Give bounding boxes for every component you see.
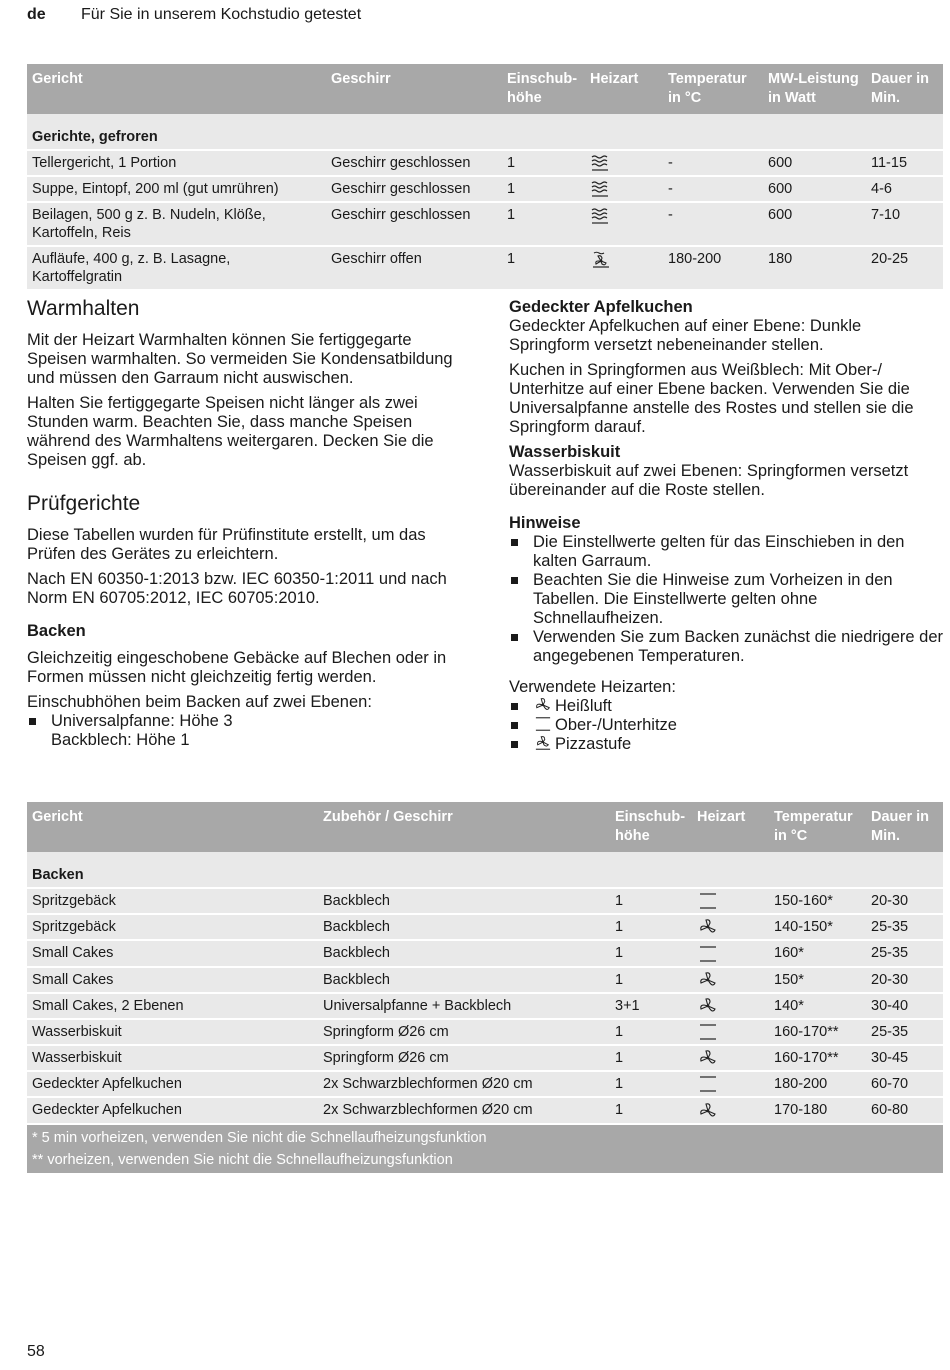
top-bottom-heat-icon [697, 1075, 719, 1093]
temperature-cell: - [663, 176, 763, 202]
list-item-text: Universalpfanne: Höhe 3 [51, 712, 233, 730]
temperature-cell: 140-150* [769, 914, 866, 940]
pizza-setting-icon [533, 735, 553, 751]
category-row [27, 852, 943, 888]
microwave-icon [590, 154, 612, 172]
heating-mode-label: Pizzastufe [555, 735, 632, 753]
list-item [27, 712, 467, 750]
backen-paragraph: Einschubhöhen beim Backen auf zwei Ebenen: [27, 693, 372, 711]
top-bottom-heat-icon [697, 1023, 719, 1041]
language-code: de [27, 6, 46, 23]
apfelkuchen-paragraph: Kuchen in Springformen aus Weißblech: Mit Ober-/ Unterhitze auf einer Ebene backen. Verwenden Sie die Universalpfanne anstelle des Rostes und stellen sie die Springform darauf. [509, 361, 914, 436]
dish-cell: Aufläufe, 400 g, z. B. Lasagne, Kartoffelgratin [27, 246, 326, 290]
footnote-text: * 5 min vorheizen, verwenden Sie nicht die Schnellaufheizungsfunktion [32, 1129, 487, 1146]
category-row [27, 114, 943, 150]
heat-cell [692, 1019, 769, 1045]
dish-cell: Suppe, Eintopf, 200 ml (gut umrühren) [27, 176, 326, 202]
combi-icon [590, 251, 612, 269]
table-row [27, 1045, 943, 1071]
column-header: Gericht [27, 64, 326, 114]
hinweise-heading: Hinweise [509, 514, 581, 532]
level-cell: 1 [610, 1045, 692, 1071]
top-bottom-heat-icon [697, 945, 719, 963]
level-cell: 1 [502, 246, 585, 290]
ware-cell: Backblech [318, 914, 610, 940]
duration-cell: 30-45 [866, 1045, 943, 1071]
footnote [27, 1124, 943, 1173]
column-header: Heizart [692, 802, 769, 852]
ware-cell: Geschirr geschlossen [326, 176, 502, 202]
ware-cell: Geschirr geschlossen [326, 150, 502, 176]
hot-air-icon [697, 1102, 719, 1120]
wasserbiskuit-paragraph: Wasserbiskuit auf zwei Ebenen: Springformen versetzt übereinander auf die Roste stellen. [509, 462, 909, 499]
microwave-icon [590, 180, 612, 198]
table-row [27, 888, 943, 914]
section-title: Für Sie in unserem Kochstudio getestet [81, 6, 362, 23]
temperature-cell: - [663, 202, 763, 246]
frozen-dishes-table [27, 64, 943, 291]
heat-cell [585, 176, 663, 202]
duration-cell: 11-15 [866, 150, 943, 176]
heizarten-intro: Verwendete Heizarten: [509, 678, 676, 696]
top-bottom-heat-icon [533, 716, 553, 732]
ware-cell: Springform Ø26 cm [318, 1045, 610, 1071]
ware-cell: Universalpfanne + Backblech [318, 993, 610, 1019]
dish-cell: Spritzgebäck [27, 888, 318, 914]
hot-air-icon [697, 1049, 719, 1067]
dish-cell: Wasserbiskuit [27, 1045, 318, 1071]
dish-cell: Beilagen, 500 g z. B. Nudeln, Klöße, Kartoffeln, Reis [27, 202, 326, 246]
dish-cell: Gedeckter Apfelkuchen [27, 1097, 318, 1123]
duration-cell: 25-35 [866, 914, 943, 940]
heat-cell [692, 1045, 769, 1071]
footnote-row [27, 1124, 943, 1173]
table-row [27, 1019, 943, 1045]
column-header: Gericht [27, 802, 318, 852]
einschub-list [27, 712, 467, 750]
list-item-text: Backblech: Höhe 1 [51, 731, 190, 749]
column-header: Dauer in Min. [866, 64, 943, 114]
duration-cell: 60-80 [866, 1097, 943, 1123]
level-cell: 1 [502, 150, 585, 176]
microwave-power-cell: 600 [763, 202, 866, 246]
heat-cell [692, 993, 769, 1019]
heat-cell [585, 150, 663, 176]
column-header: Temperatur in °C [769, 802, 866, 852]
microwave-power-cell: 180 [763, 246, 866, 290]
top-bottom-heat-icon [697, 892, 719, 910]
ware-cell: 2x Schwarzblechformen Ø20 cm [318, 1071, 610, 1097]
category-label: Backen [27, 852, 943, 888]
list-item: Beachten Sie die Hinweise zum Vorheizen in den Tabellen. Die Einstellwerte gelten ohne Schnellaufheizen. [509, 571, 943, 628]
heat-cell [585, 202, 663, 246]
page-number: 58 [27, 1343, 45, 1360]
table-row [27, 1071, 943, 1097]
temperature-cell: 150* [769, 967, 866, 993]
dish-cell: Small Cakes [27, 940, 318, 966]
microwave-power-cell: 600 [763, 150, 866, 176]
level-cell: 3+1 [610, 993, 692, 1019]
table-row [27, 202, 943, 246]
heat-cell [692, 940, 769, 966]
table-header-row [27, 64, 943, 114]
warmhalten-heading: Warmhalten [27, 297, 140, 320]
backen-table [27, 802, 943, 1173]
heat-cell [585, 246, 663, 290]
level-cell: 1 [610, 888, 692, 914]
right-column [509, 298, 943, 754]
list-item: Die Einstellwerte gelten für das Einschieben in den kalten Garraum. [509, 533, 943, 571]
column-header: Einschub-höhe [502, 64, 585, 114]
level-cell: 1 [610, 1019, 692, 1045]
hot-air-icon [697, 971, 719, 989]
dish-cell: Gedeckter Apfelkuchen [27, 1071, 318, 1097]
list-item [509, 697, 943, 716]
ware-cell: 2x Schwarzblechformen Ø20 cm [318, 1097, 610, 1123]
heat-cell [692, 1071, 769, 1097]
dish-cell: Spritzgebäck [27, 914, 318, 940]
temperature-cell: 160-170** [769, 1019, 866, 1045]
duration-cell: 25-35 [866, 1019, 943, 1045]
apfelkuchen-paragraph: Gedeckter Apfelkuchen auf einer Ebene: Dunkle Springform versetzt nebeneinander stellen. [509, 317, 862, 354]
column-header: Geschirr [326, 64, 502, 114]
level-cell: 1 [610, 1097, 692, 1123]
heizarten-list [509, 697, 943, 754]
column-header: Heizart [585, 64, 663, 114]
heat-cell [692, 888, 769, 914]
column-header: Temperatur in °C [663, 64, 763, 114]
duration-cell: 20-25 [866, 246, 943, 290]
temperature-cell: 150-160* [769, 888, 866, 914]
heat-cell [692, 914, 769, 940]
duration-cell: 20-30 [866, 888, 943, 914]
pruefgerichte-paragraph: Nach EN 60350-1:2013 bzw. IEC 60350-1:2011 und nach Norm EN 60705:2012, IEC 60705:2010. [27, 570, 447, 607]
temperature-cell: 180-200 [663, 246, 763, 290]
duration-cell: 25-35 [866, 940, 943, 966]
table-row [27, 176, 943, 202]
temperature-cell: 140* [769, 993, 866, 1019]
duration-cell: 20-30 [866, 967, 943, 993]
left-column [27, 297, 467, 750]
dish-cell: Small Cakes, 2 Ebenen [27, 993, 318, 1019]
ware-cell: Geschirr offen [326, 246, 502, 290]
heat-cell [692, 1097, 769, 1123]
list-item [509, 735, 943, 754]
hot-air-icon [697, 918, 719, 936]
ware-cell: Geschirr geschlossen [326, 202, 502, 246]
level-cell: 1 [610, 967, 692, 993]
table-row [27, 967, 943, 993]
microwave-icon [590, 207, 612, 225]
table-row [27, 914, 943, 940]
backen-paragraph: Gleichzeitig eingeschobene Gebäcke auf Blechen oder in Formen müssen nicht gleichzeitig fertig werden. [27, 649, 447, 686]
hinweise-list [509, 533, 943, 666]
level-cell: 1 [610, 914, 692, 940]
list-item [509, 716, 943, 735]
temperature-cell: 180-200 [769, 1071, 866, 1097]
duration-cell: 60-70 [866, 1071, 943, 1097]
table-row [27, 940, 943, 966]
table-row [27, 246, 943, 290]
warmhalten-paragraph: Halten Sie fertiggegarte Speisen nicht länger als zwei Stunden warm. Beachten Sie, dass manche Speisen während des Warmhaltens weitergaren. Decken Sie die Speisen ggf. ab. [27, 394, 434, 469]
temperature-cell: 160-170** [769, 1045, 866, 1071]
dish-cell: Tellergericht, 1 Portion [27, 150, 326, 176]
pruefgerichte-paragraph: Diese Tabellen wurden für Prüfinstitute erstellt, um das Prüfen des Gerätes zu erleichtern. [27, 526, 426, 563]
temperature-cell: - [663, 150, 763, 176]
heating-mode-label: Ober-/Unterhitze [555, 716, 677, 734]
footnote-text: ** vorheizen, verwenden Sie nicht die Schnellaufheizungsfunktion [32, 1151, 453, 1168]
heat-cell [692, 967, 769, 993]
level-cell: 1 [502, 176, 585, 202]
temperature-cell: 160* [769, 940, 866, 966]
column-header: MW-Leistung in Watt [763, 64, 866, 114]
microwave-power-cell: 600 [763, 176, 866, 202]
column-header: Einschub-höhe [610, 802, 692, 852]
table-row [27, 1097, 943, 1123]
hot-air-icon [533, 697, 553, 713]
wasserbiskuit-heading: Wasserbiskuit [509, 443, 621, 461]
pruefgerichte-heading: Prüfgerichte [27, 492, 141, 515]
table-row [27, 993, 943, 1019]
level-cell: 1 [610, 1071, 692, 1097]
ware-cell: Backblech [318, 967, 610, 993]
dish-cell: Wasserbiskuit [27, 1019, 318, 1045]
ware-cell: Backblech [318, 888, 610, 914]
backen-heading: Backen [27, 622, 86, 640]
heating-mode-label: Heißluft [555, 697, 612, 715]
table-header-row [27, 802, 943, 852]
warmhalten-paragraph: Mit der Heizart Warmhalten können Sie fertiggegarte Speisen warmhalten. So vermeiden Sie Kondensatbildung und müssen den Garraum nicht auswischen. [27, 331, 453, 387]
table-row [27, 150, 943, 176]
duration-cell: 7-10 [866, 202, 943, 246]
temperature-cell: 170-180 [769, 1097, 866, 1123]
hot-air-icon [697, 997, 719, 1015]
column-header: Zubehör / Geschirr [318, 802, 610, 852]
duration-cell: 30-40 [866, 993, 943, 1019]
page-header [27, 6, 361, 24]
ware-cell: Springform Ø26 cm [318, 1019, 610, 1045]
ware-cell: Backblech [318, 940, 610, 966]
category-label: Gerichte, gefroren [27, 114, 943, 150]
apfelkuchen-heading: Gedeckter Apfelkuchen [509, 298, 693, 316]
column-header: Dauer in Min. [866, 802, 943, 852]
dish-cell: Small Cakes [27, 967, 318, 993]
list-item: Verwenden Sie zum Backen zunächst die niedrigere der angegebenen Temperaturen. [509, 628, 943, 666]
level-cell: 1 [502, 202, 585, 246]
level-cell: 1 [610, 940, 692, 966]
duration-cell: 4-6 [866, 176, 943, 202]
